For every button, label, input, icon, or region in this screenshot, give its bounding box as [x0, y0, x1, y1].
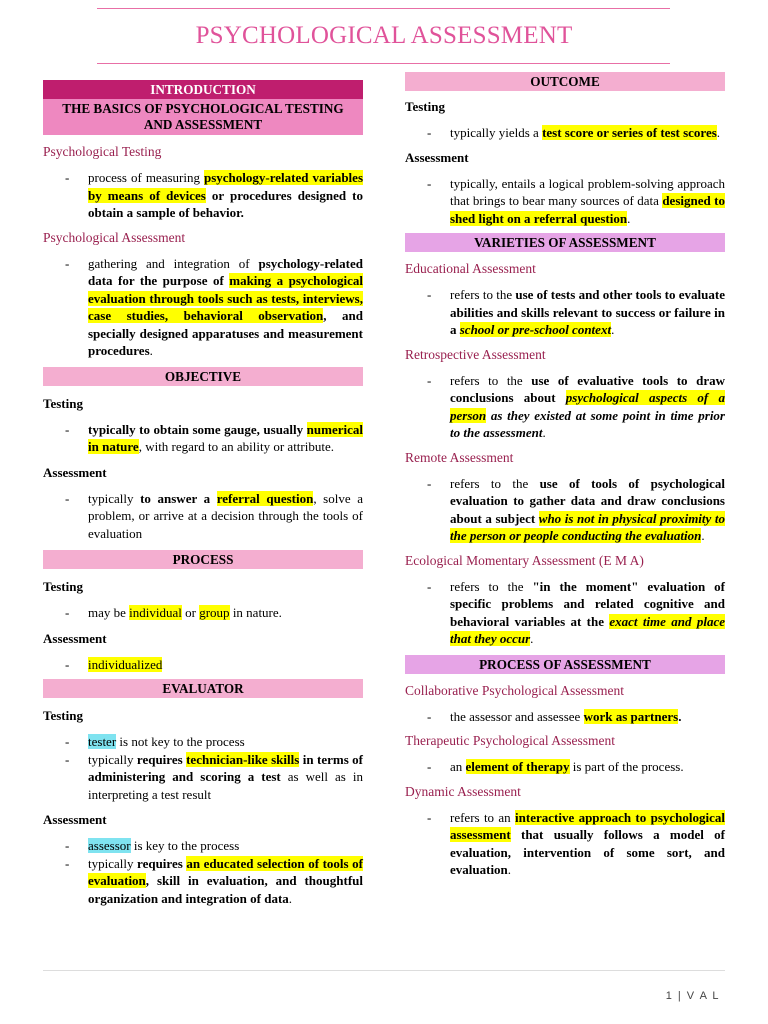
list-item: - gathering and integration of psychology-related data for the purpose of making a psychological evaluation through tools such as tests, interviews, case studies, behavioral observation, and specially designed apparatuses and measurement procedures.	[65, 255, 363, 358]
assessment-label: Assessment	[405, 149, 469, 165]
process-header: PROCESS	[43, 550, 363, 569]
list-item: - refers to an interactive approach to psychological assessment that usually follows a model of evaluation, intervention of some sort, and evaluation.	[427, 809, 725, 877]
dynamic-heading: Dynamic Assessment	[405, 783, 521, 799]
ema-heading: Ecological Momentary Assessment (E M A)	[405, 552, 644, 568]
page-title: PSYCHOLOGICAL ASSESSMENT	[195, 22, 573, 49]
page-number: 1 | V A L	[665, 990, 720, 1002]
objective-header: OBJECTIVE	[43, 367, 363, 386]
psych-assessment-heading: Psychological Assessment	[43, 229, 186, 245]
list-item: - refers to the use of evaluative tools to draw conclusions about psychological aspects of a person as they existed at some point in time prior to the assessment.	[427, 372, 725, 440]
list-item: - typically to obtain some gauge, usually numerical in nature, with regard to an ability or attribute.	[65, 421, 363, 454]
right-column	[405, 72, 725, 879]
testing-label: Testing	[43, 395, 83, 411]
list-item: - typically, entails a logical problem-solving approach that brings to bear many sources of data designed to shed light on a referral question.	[427, 175, 725, 226]
psych-testing-heading: Psychological Testing	[43, 144, 162, 159]
evaluator-header: EVALUATOR	[43, 679, 363, 698]
title-rule	[97, 63, 670, 64]
list-item: - the assessor and assessee work as partners.	[427, 708, 682, 724]
list-item: - refers to the use of tools of psychological evaluation to gather data and draw conclusions about a subject who is not in physical proximity to the person or people conducting the evaluation.	[427, 475, 725, 543]
left-column	[43, 80, 363, 907]
list-item: - an element of therapy is part of the process.	[427, 759, 684, 774]
outcome-header: OUTCOME	[405, 72, 725, 91]
basics-header: THE BASICS OF PSYCHOLOGICAL TESTING AND ASSESSMENT	[43, 99, 363, 135]
list-item: - typically requires technician-like skills in terms of administering and scoring a test as well as in interpreting a test result	[65, 751, 364, 802]
assessment-label: Assessment	[43, 812, 107, 827]
varieties-header: VARIETIES OF ASSESSMENT	[405, 233, 725, 252]
list-item: - refers to the "in the moment" evaluation of specific problems and related cognitive and behavioral variables at the exact time and place that they occur.	[427, 578, 726, 646]
educational-heading: Educational Assessment	[405, 261, 536, 276]
collaborative-heading: Collaborative Psychological Assessment	[405, 682, 624, 698]
list-item: - typically yields a test score or series of test scores.	[427, 125, 721, 140]
list-item: - assessor is key to the process	[65, 838, 240, 853]
assessment-label: Assessment	[43, 630, 107, 646]
assessment-label: Assessment	[43, 464, 107, 480]
list-item: - process of measuring psychology-related variables by means of devices or procedures designed to obtain a sample of behavior.	[65, 170, 363, 220]
testing-label: Testing	[43, 579, 83, 594]
list-item: - refers to the use of tests and other tools to evaluate abilities and skills relevant to success or failure in a school or pre-school context.	[427, 287, 725, 337]
top-rule	[97, 8, 670, 9]
list-item: - typically requires an educated selection of tools of evaluation, skill in evaluation, and thoughtful organization and integration of data.	[65, 855, 363, 906]
list-item: - typically to answer a referral question, solve a problem, or arrive at a decision through the tools of evaluation	[65, 490, 363, 541]
list-item: - tester is not key to the process	[65, 734, 245, 749]
footer-rule	[43, 970, 725, 971]
therapeutic-heading: Therapeutic Psychological Assessment	[405, 733, 615, 748]
retrospective-heading: Retrospective Assessment	[405, 346, 546, 362]
process-of-assessment-header: PROCESS OF ASSESSMENT	[405, 655, 725, 674]
list-item: - individualized	[65, 656, 163, 672]
introduction-header: INTRODUCTION	[43, 80, 363, 99]
remote-heading: Remote Assessment	[405, 449, 514, 465]
testing-label: Testing	[43, 708, 83, 723]
testing-label: Testing	[405, 99, 445, 114]
list-item: - may be individual or group in nature.	[65, 605, 282, 620]
